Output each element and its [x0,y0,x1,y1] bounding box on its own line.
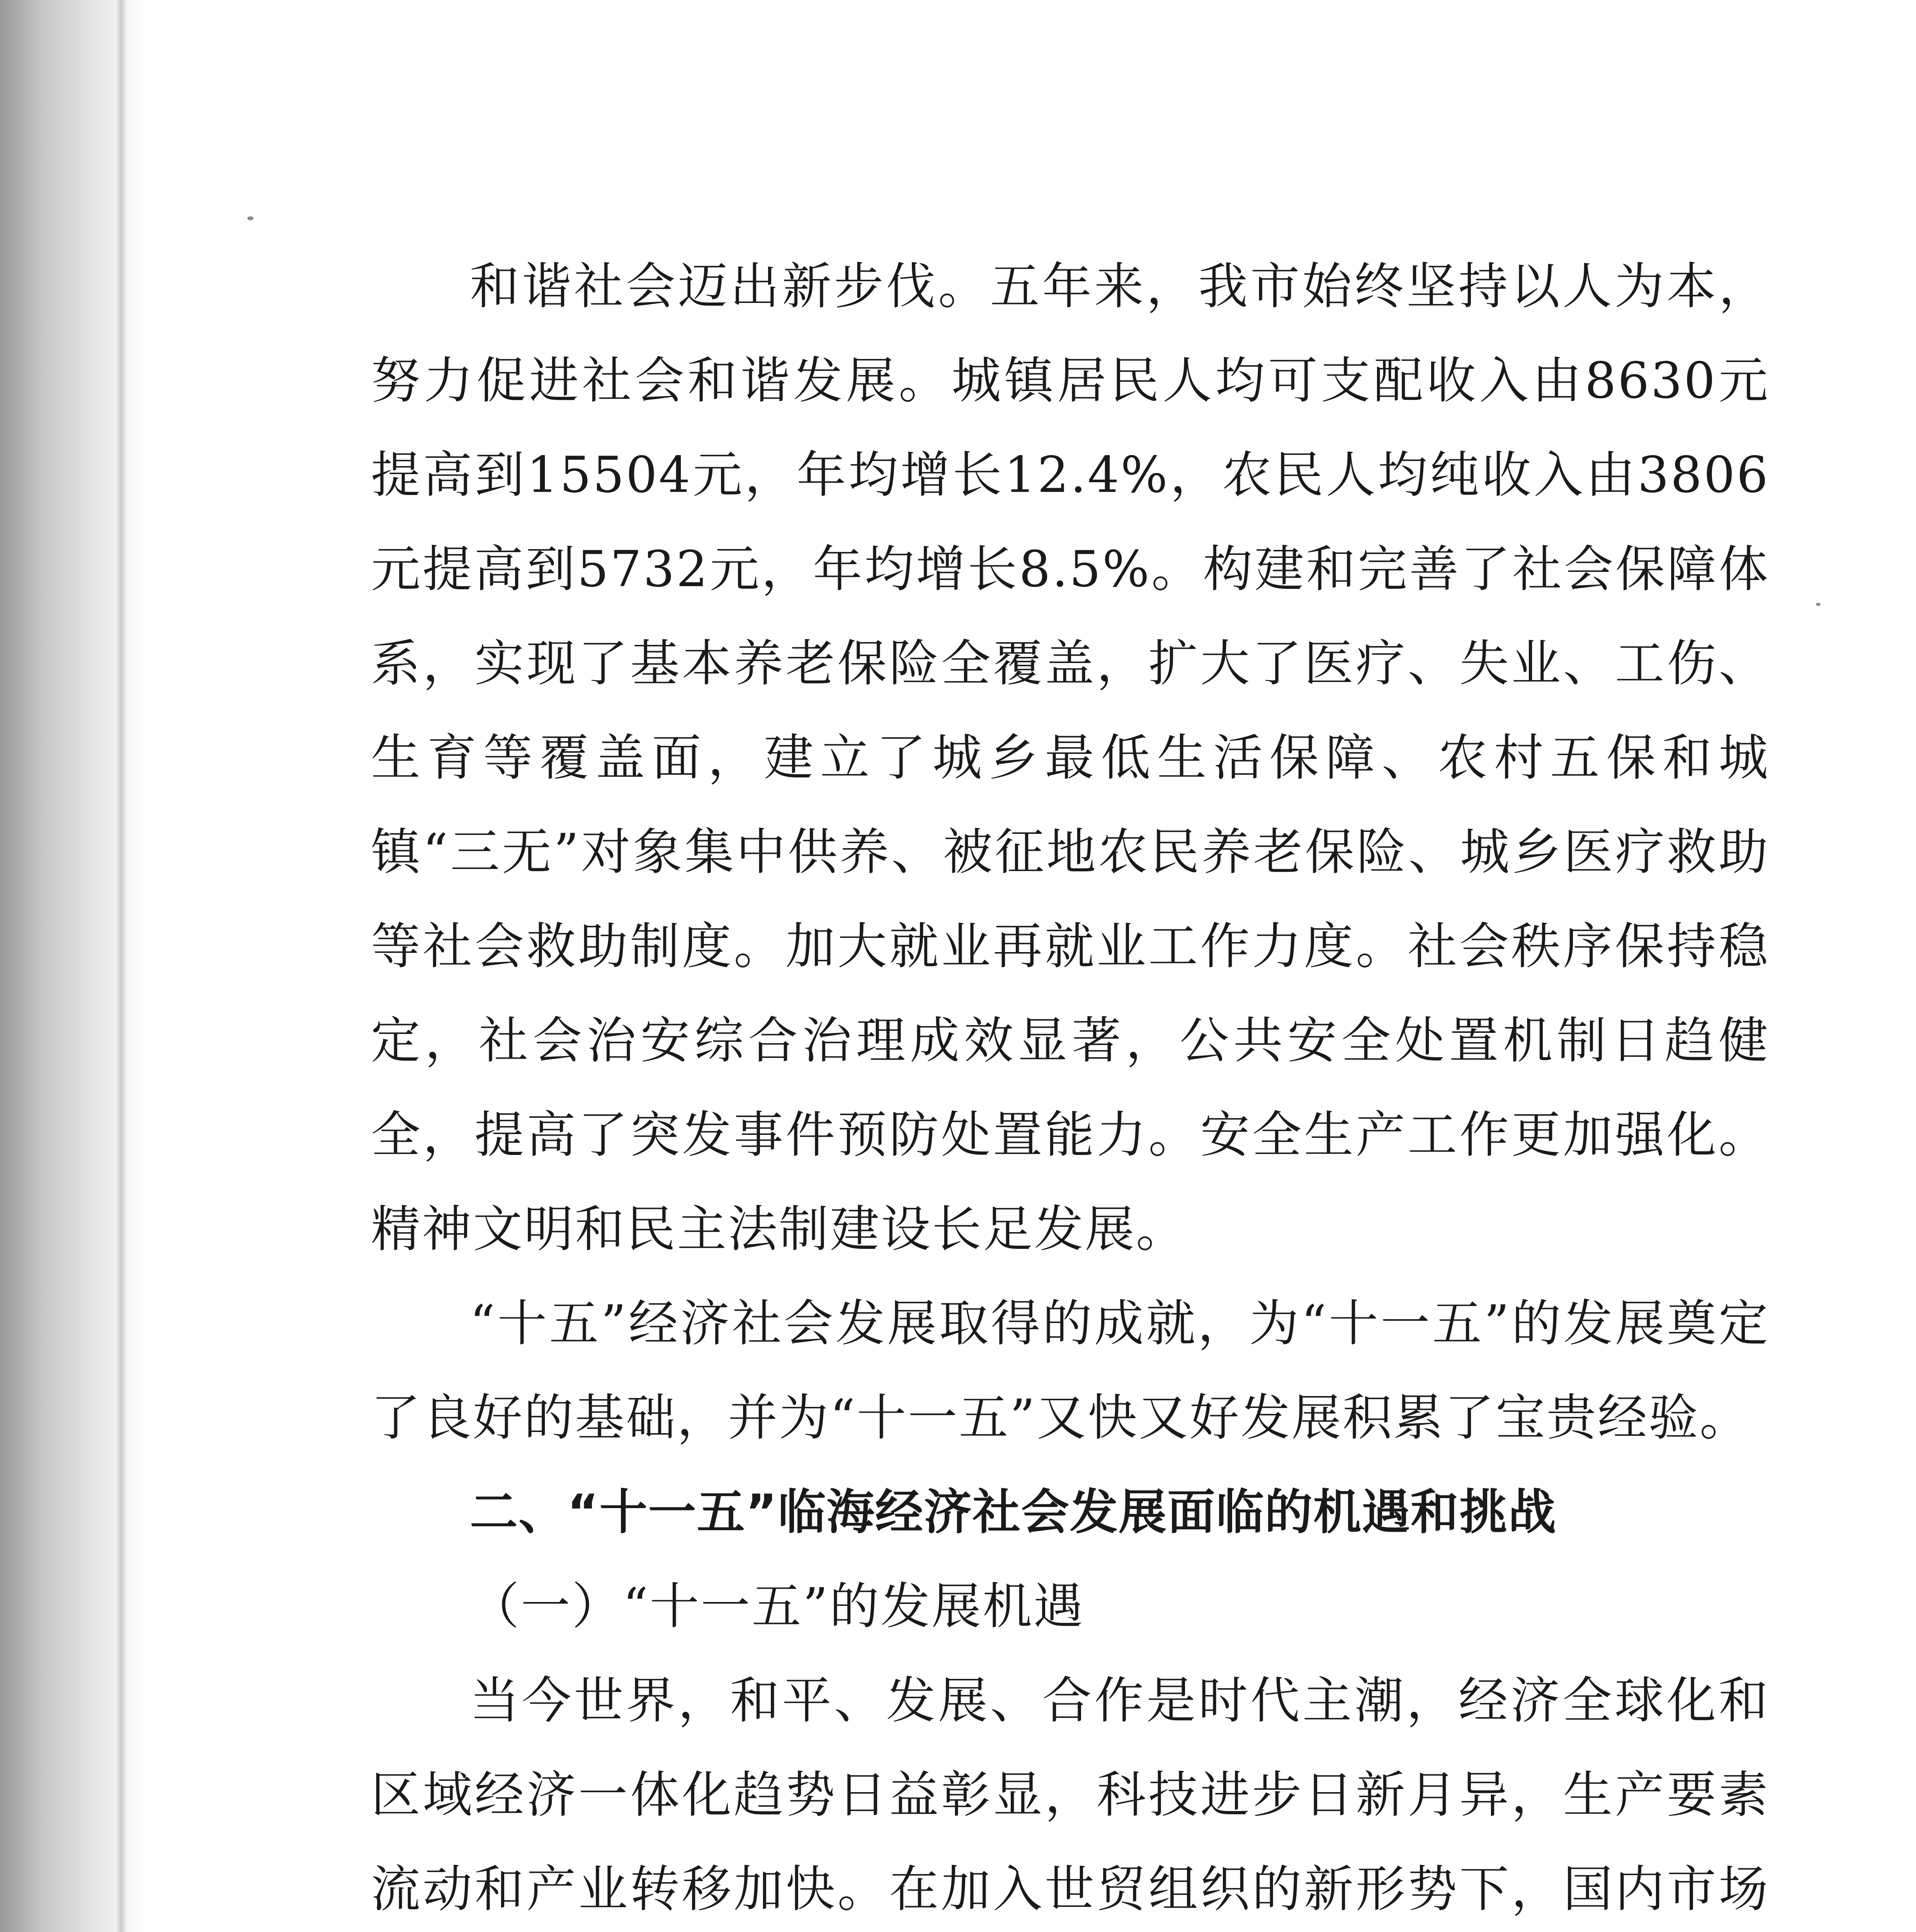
section-heading: 二、“十一五”临海经济社会发展面临的机遇和挑战 [470,1485,1557,1540]
paragraph-social-harmony: 和谐社会迈出新步伐。五年来，我市始终坚持以人为本，努力促进社会和谐发展。城镇居民人均可支配收入由8630元提高到15504元，年均增长12.4%，农民人均纯收入由3806元提高到5732元，年均增长8.5%。构建和完善了社会保障体系，实现了基本养老保险全覆盖，扩大了医疗、失业、工伤、生育等覆盖面，建立了城乡最低生活保障、农村五保和城镇“三无”对象集中供养、被征地农民养老保险、城乡医疗救助等社会救助制度。加大就业再就业工作力度。社会秩序保持稳定，社会治安综合治理成效显著，公共安全处置机制日趋健全，提高了突发事件预防处置能力。安全生产工作更加强化。精神文明和民主法制建设长足发展。 [371,258,1770,1258]
scan-speck [247,216,253,220]
body-text [371,240,1770,1932]
subsection-heading: （一）“十一五”的发展机遇 [470,1578,1085,1635]
scan-speck [1816,603,1821,606]
scan-edge-line [116,0,127,1932]
paragraph-opportunities: 当今世界，和平、发展、合作是时代主潮，经济全球化和区域经济一体化趋势日益彰显，科技进步日新月异，生产要素流动和产业转移加快。在加入世贸组织的新形势下，国内市场 [371,1672,1770,1918]
paragraph-achievements-summary: “十五”经济社会发展取得的成就，为“十一五”的发展奠定了良好的基础，并为“十一五”又快又好发展积累了宝贵经验。 [371,1295,1770,1447]
